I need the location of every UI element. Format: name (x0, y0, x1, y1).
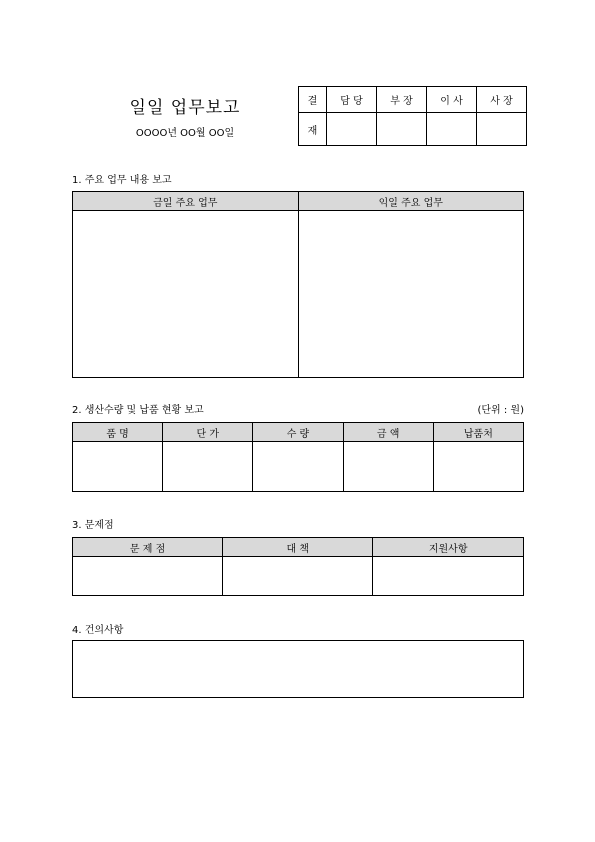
unit-price-header: 단 가 (163, 423, 253, 442)
approval-col-president: 사 장 (477, 87, 527, 113)
delivery-dest-header: 납품처 (433, 423, 523, 442)
product-name-cell[interactable] (73, 442, 163, 492)
countermeasure-header: 대 책 (223, 538, 373, 557)
amount-header: 금 액 (343, 423, 433, 442)
today-tasks-header: 금일 주요 업무 (73, 192, 299, 211)
approval-side-top: 결 (299, 87, 327, 113)
delivery-dest-cell[interactable] (433, 442, 523, 492)
production-table (72, 422, 524, 492)
issue-header: 문 제 점 (73, 538, 223, 557)
approval-table (298, 86, 527, 146)
section3-heading: 3. 문제점 (72, 520, 114, 531)
approval-sign-president[interactable] (477, 113, 527, 146)
quantity-header: 수 량 (253, 423, 343, 442)
today-tasks-cell[interactable] (73, 211, 299, 378)
countermeasure-cell[interactable] (223, 557, 373, 596)
section4-heading: 4. 건의사항 (72, 625, 124, 636)
unit-price-cell[interactable] (163, 442, 253, 492)
report-date: OOOO년 OO월 OO일 (135, 128, 235, 139)
quantity-cell[interactable] (253, 442, 343, 492)
approval-sign-dept-head[interactable] (377, 113, 427, 146)
issues-table (72, 537, 524, 596)
amount-cell[interactable] (343, 442, 433, 492)
approval-side-bottom: 재 (299, 113, 327, 146)
tomorrow-tasks-header: 익일 주요 업무 (298, 192, 524, 211)
unit-label: (단위 : 원) (477, 405, 524, 416)
support-header: 지원사항 (373, 538, 524, 557)
approval-col-manager: 담 당 (327, 87, 377, 113)
main-tasks-table (72, 191, 524, 378)
page-title: 일일 업무보고 (129, 98, 241, 118)
section1-heading: 1. 주요 업무 내용 보고 (72, 175, 172, 186)
approval-col-director: 이 사 (427, 87, 477, 113)
tomorrow-tasks-cell[interactable] (298, 211, 524, 378)
issue-cell[interactable] (73, 557, 223, 596)
approval-sign-manager[interactable] (327, 113, 377, 146)
product-name-header: 품 명 (73, 423, 163, 442)
approval-col-dept-head: 부 장 (377, 87, 427, 113)
suggestions-box[interactable] (72, 640, 524, 698)
support-cell[interactable] (373, 557, 524, 596)
section2-heading: 2. 생산수량 및 납품 현황 보고 (72, 405, 204, 416)
approval-sign-director[interactable] (427, 113, 477, 146)
